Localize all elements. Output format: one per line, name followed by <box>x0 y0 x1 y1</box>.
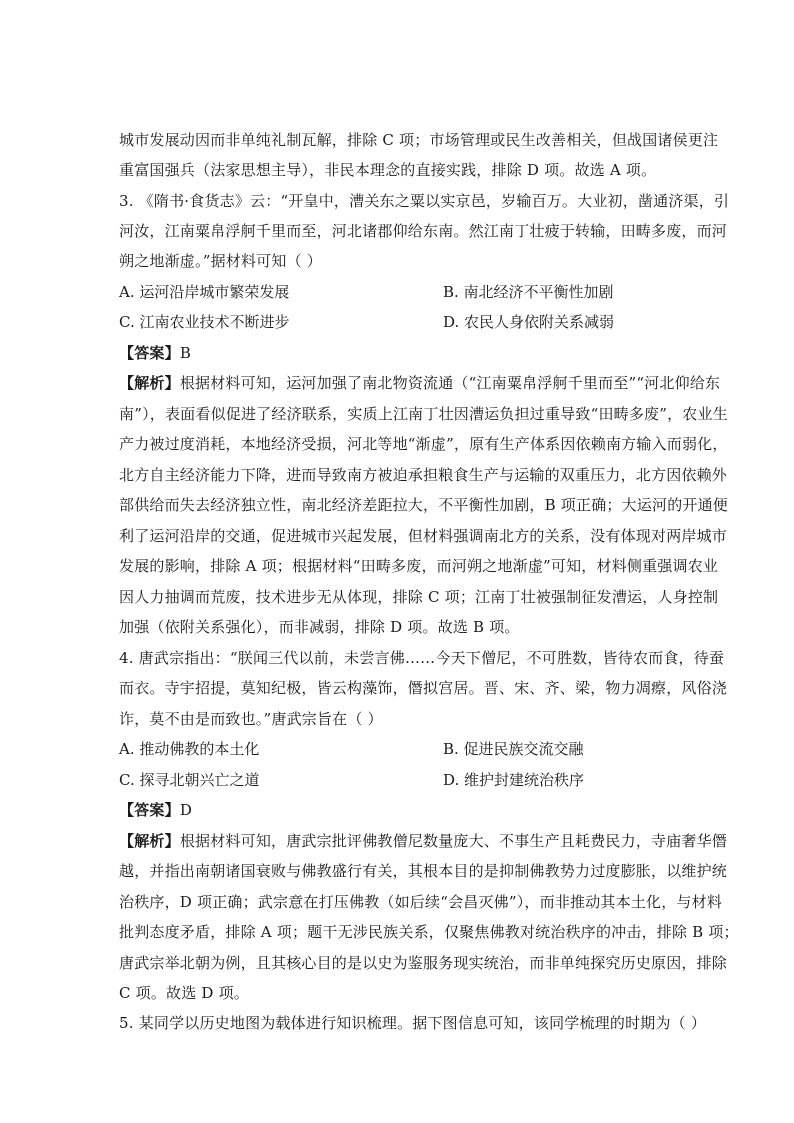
q3-stem-line: 河汝，江南粟帛浮舸千里而至，河北诸郡仰给东南。然江南丁壮疲于转输，田畴多废，而河 <box>119 222 728 240</box>
q3-stem-line: 朔之地渐虚。”据材料可知（ ） <box>119 252 322 270</box>
q3-analysis-line: 因人力抽调而荒废，技术进步无从体现，排除 C 项；江南丁壮被强制征发漕运，人身控制 <box>119 588 719 606</box>
analysis-text: 根据材料可知，唐武宗批评佛教僧尼数量庞大、不事生产且耗费民力，寺庙奢华僭 <box>179 832 728 850</box>
q4-analysis-line: 治秩序，D 项正确；武宗意在打压佛教（如后续“会昌灭佛”），而非推动其本土化，与材料 <box>119 893 723 911</box>
q4-option-a: A. 推动佛教的本土化 <box>119 740 260 758</box>
q5-stem-line: 5. 某同学以历史地图为载体进行知识梳理。据下图信息可知，该同学梳理的时期为（ ） <box>119 1014 707 1032</box>
answer-label: 【答案】 <box>119 801 180 819</box>
q4-answer <box>119 800 689 820</box>
q3-analysis-line: 南”），表面看似促进了经济联系，实质上江南丁壮因漕运负担过重导致“田畴多废”，农业生 <box>119 405 728 423</box>
analysis-label: 【解析】 <box>119 832 180 850</box>
q3-analysis-line: 北方自主经济能力下降，进而导致南方被迫承担粮食生产与运输的双重压力，北方因依赖外 <box>119 466 728 484</box>
answer-label: 【答案】 <box>119 344 180 362</box>
q3-analysis-line: 产力被过度消耗，本地经济受损，河北等地“渐虚”，原有生产体系因依赖南方输入而弱化， <box>119 435 728 453</box>
q4-analysis-line: 批判态度矛盾，排除 A 项；题干无涉民族关系，仅聚焦佛教对统治秩序的冲击，排除 B 项； <box>119 923 739 941</box>
q3-analysis-line: 利了运河沿岸的交通，促进城市兴起发展，但材料强调南北方的关系，没有体现对两岸城市 <box>119 527 728 545</box>
analysis-label: 【解析】 <box>119 374 180 392</box>
analysis-text: 根据材料可知，运河加强了南北物资流通（“江南粟帛浮舸千里而至”“河北仰给东 <box>179 374 721 392</box>
q4-analysis-line <box>119 831 728 851</box>
q3-answer <box>119 343 689 363</box>
q3-option-b: B. 南北经济不平衡性加剧 <box>443 283 614 301</box>
q3-option-d: D. 农民人身依附关系减弱 <box>443 313 615 331</box>
q3-stem-line: 3. 《隋书·食货志》云：“开皇中，漕关东之粟以实京邑，岁输百万。大业初，凿通济渠，引 <box>119 192 730 210</box>
q4-option-b: B. 促进民族交流交融 <box>443 740 584 758</box>
q3-option-a: A. 运河沿岸城市繁荣发展 <box>119 283 290 301</box>
q3-analysis-line: 加强（依附关系强化），而非减弱，排除 D 项。故选 B 项。 <box>119 618 520 636</box>
q4-stem-line: 诈，莫不由是而致也。”唐武宗旨在（ ） <box>119 710 383 728</box>
q3-analysis-line: 部供给而失去经济独立性，南北经济差距拉大，不平衡性加剧，B 项正确；大运河的开通便 <box>119 496 728 514</box>
q4-analysis-line: 越，并指出南朝诸国衰败与佛教盛行有关，其根本目的是抑制佛教势力过度膨胀，以维护统 <box>119 862 728 880</box>
q4-option-c: C. 探寻北朝兴亡之道 <box>119 771 260 789</box>
continuation-line: 城市发展动因而非单纯礼制瓦解，排除 C 项；市场管理或民生改善相关，但战国诸侯更注 <box>119 131 719 149</box>
q4-option-d: D. 维护封建统治秩序 <box>443 771 585 789</box>
answer-value: B <box>179 344 192 362</box>
q3-analysis-line: 发展的影响，排除 A 项；根据材料“田畴多废，而河朔之地渐虚”可知，材料侧重强调农业 <box>119 557 719 575</box>
q3-option-c: C. 江南农业技术不断进步 <box>119 313 290 331</box>
q4-stem-line: 4. 唐武宗指出：“朕闻三代以前，未尝言佛……今天下僧尼，不可胜数，皆待农而食，待蚕 <box>119 649 725 667</box>
q3-analysis-line <box>119 373 721 393</box>
answer-value: D <box>179 801 193 819</box>
q4-analysis-line: C 项。故选 D 项。 <box>119 984 250 1002</box>
q4-stem-line: 而衣。寺宇招提，莫知纪极，皆云构藻饰，僭拟宫居。晋、宋、齐、梁，物力凋瘵，风俗浇 <box>119 679 728 697</box>
q4-analysis-line: 唐武宗举北朝为例，且其核心目的是以史为鉴服务现实统治，而非单纯探究历史原因，排除 <box>119 954 728 972</box>
continuation-line: 重富国强兵（法家思想主导），非民本理念的直接实践，排除 D 项。故选 A 项。 <box>119 161 657 179</box>
